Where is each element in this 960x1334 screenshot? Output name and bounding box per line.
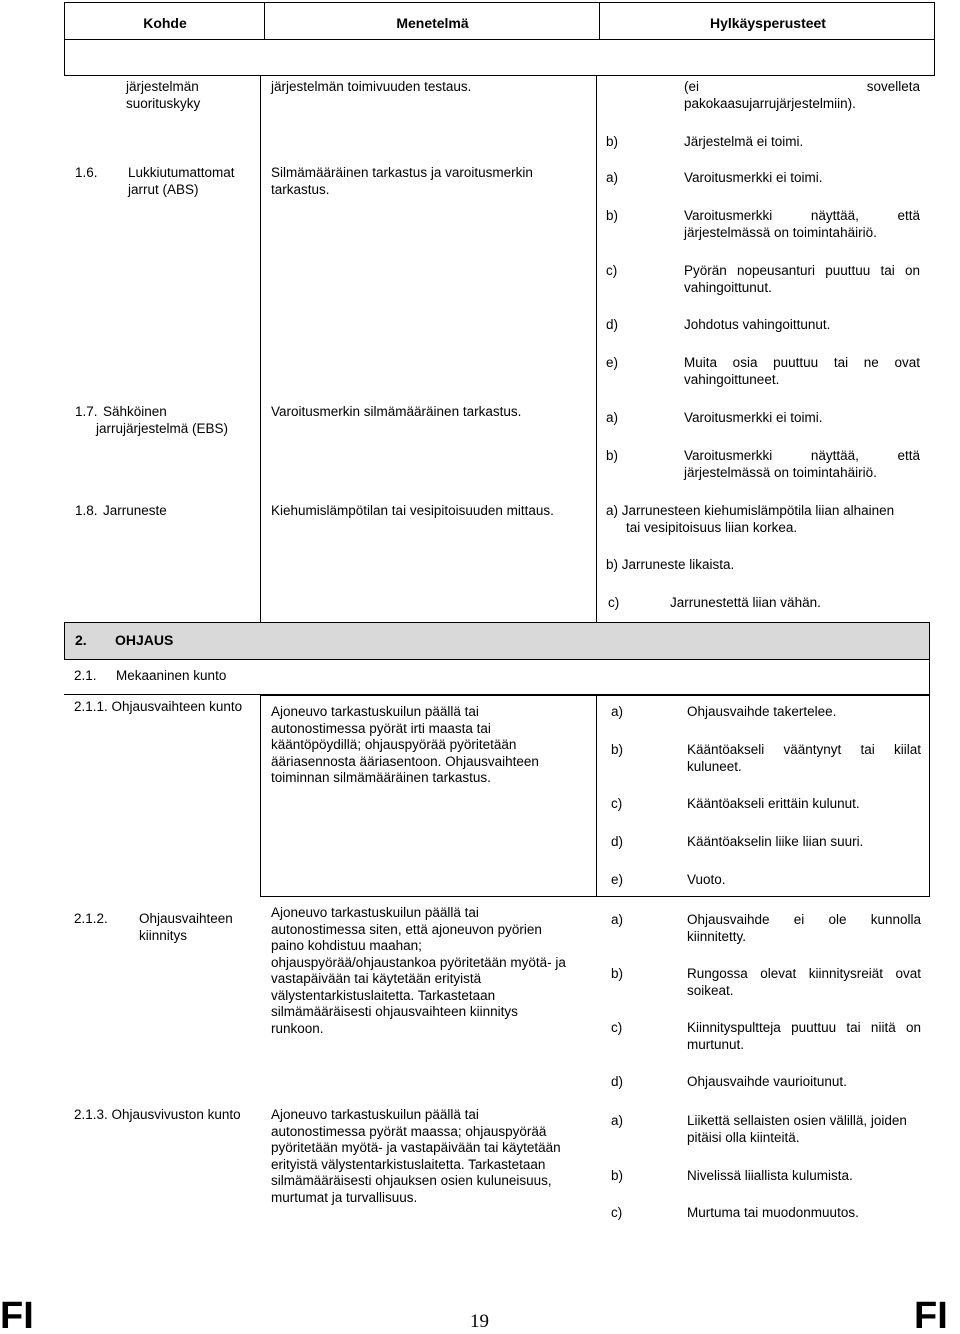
row212-menetelma-line: ohjauspyörää/ohjaustankoa pyöritetään myötä- ja	[271, 954, 566, 970]
row213-menetelma-line: silmämääräisesti ohjauksen osien kuluneisuus,	[271, 1173, 552, 1188]
row212-item-label: d)	[611, 1074, 624, 1089]
row16-item-line: vahingoittuneet.	[684, 371, 780, 387]
row0-note-part: pakokaasujarrujärjestelmiin).	[684, 95, 856, 111]
row18-a-line: tai vesipitoisuus liian korkea.	[626, 520, 798, 535]
row213-menetelma-line: pyöritetään myötä- ja vastapäivään tai käytetään	[271, 1140, 561, 1155]
column-divider	[596, 76, 597, 622]
row18-c-label: c)	[608, 595, 620, 610]
row211-item-label: a)	[611, 704, 624, 719]
row212-kohde-line: Ohjausvaihteen	[139, 911, 233, 926]
row0-kohde-line: järjestelmän	[126, 79, 199, 94]
table-header	[64, 2, 935, 40]
footer-language-right: FI	[914, 1295, 948, 1334]
row211-item-label: d)	[611, 834, 624, 849]
row212-menetelma-line: välystentarkistuslaitetta. Tarkastetaan	[271, 987, 496, 1003]
row0-menetelma: järjestelmän toimivuuden testaus.	[271, 79, 472, 94]
row211-item-label: c)	[611, 796, 623, 811]
row17-menetelma: Varoitusmerkin silmämääräinen tarkastus.	[271, 404, 522, 419]
row16-kohde	[128, 165, 258, 198]
sub21-title: Mekaaninen kunto	[116, 668, 227, 683]
row212-item-text	[687, 1020, 921, 1053]
row211-menetelma-line: ääriasennosta ääriasentoon. Ohjausvaihteen	[271, 753, 539, 769]
row212-menetelma-line: Ajoneuvo tarkastuskuilun päällä tai	[271, 905, 479, 920]
row211-item-text: Vuoto.	[687, 872, 726, 887]
row16-item-line: Pyörän nopeusanturi puuttuu tai on	[684, 263, 920, 278]
row16-item-line: vahingoittunut.	[684, 279, 772, 295]
row211-item-text	[687, 742, 921, 775]
row18-a-line: a) Jarrunesteen kiehumislämpötila liian alhainen	[606, 503, 895, 518]
row213-item-label: a)	[611, 1113, 624, 1128]
header-hylkaysperusteet: Hylkäysperusteet	[710, 15, 826, 31]
header-spacer-row	[64, 38, 935, 76]
row18-menetelma: Kiehumislämpötilan tai vesipitoisuuden mittaus.	[271, 503, 554, 518]
row16-menetelma-line: Silmämääräinen tarkastus ja varoitusmerkin	[271, 165, 533, 180]
row213-kohde: 2.1.3. Ohjausvivuston kunto	[74, 1107, 241, 1122]
row18-kohde: Jarruneste	[103, 503, 167, 518]
row18-c-text: Jarrunestettä liian vähän.	[670, 595, 821, 610]
row211-menetelma-line: autonostimessa pyörät irti maasta tai	[271, 720, 491, 736]
row212-menetelma-line: silmämääräisesti ohjausvaihteen kiinnitys	[271, 1004, 518, 1019]
row212-item-text	[687, 966, 921, 999]
row16-item-label: d)	[606, 317, 619, 332]
page-number: 19	[470, 1311, 489, 1332]
row212-item-line: Rungossa olevat kiinnitysreiät ovat	[687, 966, 921, 981]
row17-item-label: a)	[606, 410, 619, 425]
row17-item-line: Varoitusmerkki näyttää, että	[684, 448, 920, 463]
row213-item-line: pitäisi olla kiinteitä.	[687, 1129, 800, 1145]
column-divider	[596, 695, 597, 897]
row16-kohde-line: jarrut (ABS)	[128, 181, 199, 197]
row16-item-line: Varoitusmerkki näyttää, että	[684, 208, 920, 223]
row212-item-line: Ohjausvaihde ei ole kunnolla	[687, 912, 921, 927]
row211-item-text: Ohjausvaihde takertelee.	[687, 704, 837, 719]
header-kohde: Kohde	[143, 15, 187, 31]
row212-item-label: b)	[611, 966, 624, 981]
row16-item-label: e)	[606, 355, 619, 370]
row213-item-text: Murtuma tai muodonmuutos.	[687, 1205, 859, 1220]
row212-item-text: Ohjausvaihde vaurioitunut.	[687, 1074, 847, 1089]
row0-note-part: sovelleta	[866, 79, 920, 94]
row16-item-label: b)	[606, 208, 619, 223]
section2-header	[64, 622, 930, 660]
row213-item-text: Nivelissä liiallista kulumista.	[687, 1168, 853, 1183]
section2-number: 2.	[75, 632, 87, 648]
row212-menetelma-line: paino kohdistuu maahan;	[271, 938, 422, 953]
row211-item-label: e)	[611, 872, 624, 887]
row212-menetelma	[271, 905, 596, 1037]
row213-item-label: c)	[611, 1205, 623, 1220]
row212-kohde-line: kiinnitys	[139, 927, 188, 943]
row212-item-label: c)	[611, 1020, 623, 1035]
row211-item-text: Kääntöakseli erittäin kulunut.	[687, 796, 860, 811]
header-divider	[264, 3, 265, 39]
row212-menetelma-line: runkoon.	[271, 1020, 324, 1036]
row16-item-label: a)	[606, 170, 619, 185]
row212-item-line: soikeat.	[687, 982, 734, 998]
row17-number: 1.7.	[75, 404, 98, 419]
footer-language-left: FI	[0, 1295, 34, 1334]
row213-item-line: Liikettä sellaisten osien välillä, joiden	[687, 1113, 907, 1128]
row0-b-text: Järjestelmä ei toimi.	[684, 134, 804, 149]
row211-menetelma	[271, 704, 591, 787]
row0-b-label: b)	[606, 134, 619, 149]
column-divider	[260, 76, 261, 622]
row17-item-line: järjestelmässä on toimintahäiriö.	[684, 464, 877, 480]
row18-number: 1.8.	[75, 503, 98, 518]
row16-item-line: Muita osia puuttuu tai ne ovat	[684, 355, 920, 370]
row0-note-part: (ei	[684, 79, 700, 94]
row213-item-label: b)	[611, 1168, 624, 1183]
header-menetelma: Menetelmä	[396, 15, 469, 31]
row212-menetelma-line: autonostimessa siten, että ajoneuvon pyörien	[271, 921, 542, 937]
row16-item-text: Varoitusmerkki ei toimi.	[684, 170, 823, 185]
row16-item-text	[684, 263, 920, 296]
row16-item-text: Johdotus vahingoittunut.	[684, 317, 831, 332]
row17-item-text: Varoitusmerkki ei toimi.	[684, 410, 823, 425]
row211-item-label: b)	[611, 742, 624, 757]
row213-item-text	[687, 1113, 927, 1146]
row212-menetelma-line: vastapäivään tai käytetään erityistä	[271, 971, 482, 986]
row16-item-label: c)	[606, 263, 618, 278]
row17-kohde-line: jarrujärjestelmä (EBS)	[96, 421, 229, 436]
row0-kohde-line: suorituskyky	[126, 95, 201, 111]
row211-item-text: Kääntöakselin liike liian suuri.	[687, 834, 864, 849]
row212-item-label: a)	[611, 912, 624, 927]
row212-item-text	[687, 912, 921, 945]
row213-menetelma-line: murtumat ja turvallisuus.	[271, 1189, 418, 1205]
row213-menetelma	[271, 1107, 596, 1206]
row16-menetelma	[271, 165, 591, 198]
row212-item-line: murtunut.	[687, 1036, 745, 1052]
row17-item-text	[684, 448, 920, 481]
row16-item-text	[684, 355, 920, 388]
sub21-number: 2.1.	[74, 668, 97, 683]
row16-item-text	[684, 208, 920, 241]
row16-menetelma-line: tarkastus.	[271, 181, 330, 197]
row0-note	[684, 79, 920, 112]
row17-kohde-line: Sähköinen	[103, 404, 167, 419]
section-border	[929, 660, 930, 695]
section2-title: OHJAUS	[115, 632, 174, 648]
row16-kohde-line: Lukkiutumattomat	[128, 165, 235, 180]
row213-menetelma-line: erityistä välystentarkistuslaitetta. Tarkastetaan	[271, 1156, 546, 1172]
row212-number: 2.1.2.	[74, 911, 108, 926]
row212-item-line: kiinnitetty.	[687, 928, 747, 944]
row16-item-line: järjestelmässä on toimintahäiriö.	[684, 224, 877, 240]
row16-number: 1.6.	[75, 165, 98, 180]
row18-b: b) Jarruneste likaista.	[606, 557, 735, 572]
row211-menetelma-line: Ajoneuvo tarkastuskuilun päällä tai	[271, 704, 479, 719]
row211-item-line: Kääntöakseli vääntynyt tai kiilat	[687, 742, 921, 757]
row212-item-line: Kiinnityspultteja puuttuu tai niitä on	[687, 1020, 921, 1035]
row213-menetelma-line: Ajoneuvo tarkastuskuilun päällä tai	[271, 1107, 479, 1122]
row211-item-line: kuluneet.	[687, 758, 742, 774]
row0-kohde	[126, 79, 246, 112]
row211-menetelma-line: kääntöpöydillä; ohjauspyörää pyöritetään	[271, 737, 517, 752]
row211-kohde: 2.1.1. Ohjausvaihteen kunto	[74, 699, 243, 714]
row211-menetelma-line: toiminnan silmämääräinen tarkastus.	[271, 770, 491, 785]
row17-item-label: b)	[606, 448, 619, 463]
row212-kohde	[139, 911, 259, 944]
row213-menetelma-line: autonostimessa pyörät maassa; ohjauspyörää	[271, 1123, 547, 1139]
header-divider	[599, 3, 600, 39]
